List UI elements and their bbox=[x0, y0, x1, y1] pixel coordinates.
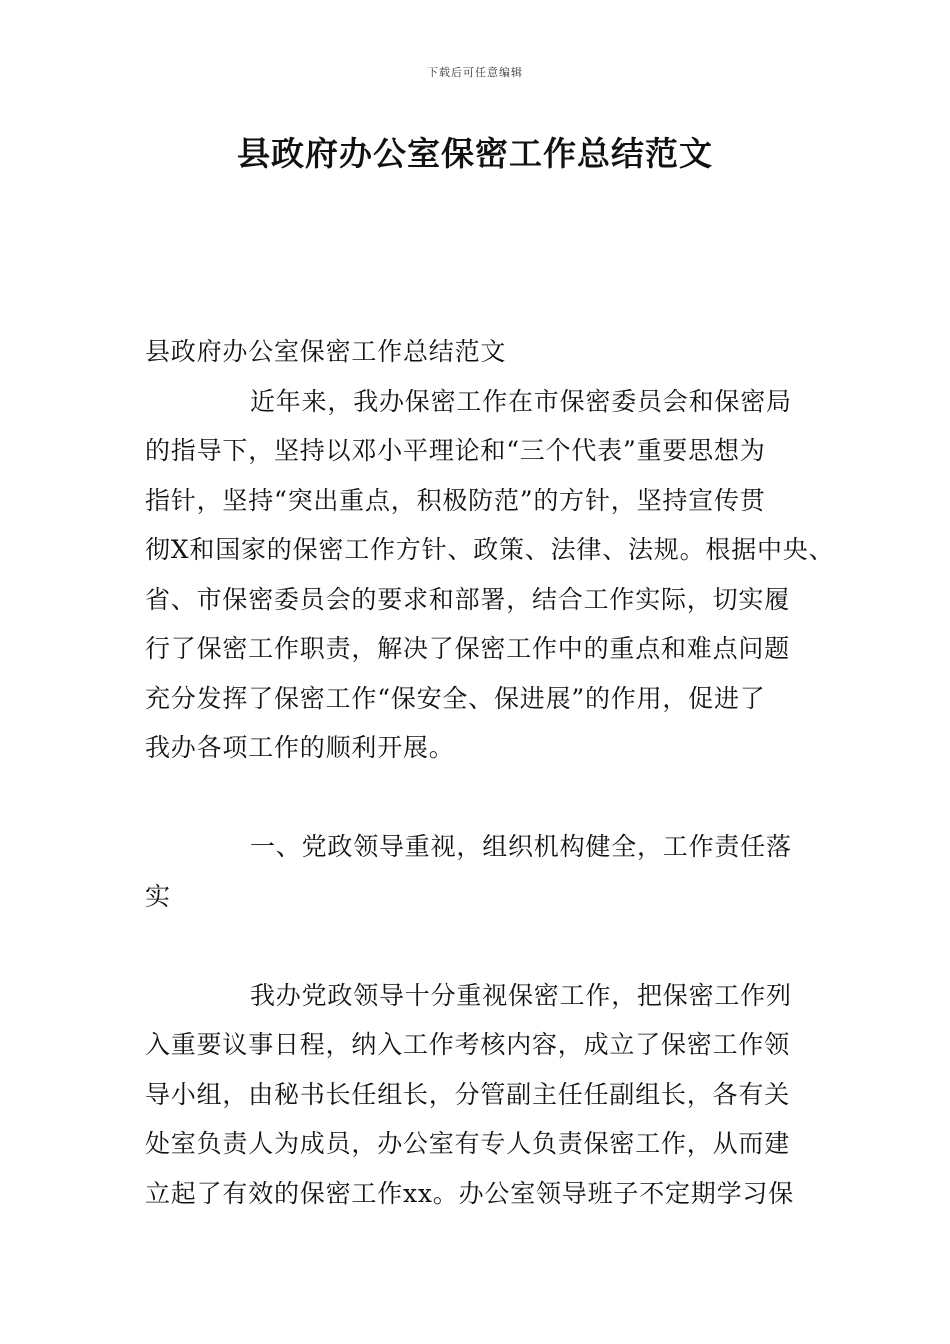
paragraph-line: 省、市保密委员会的要求和部署，结合工作实际，切实履 bbox=[145, 584, 791, 614]
paragraph-spacer bbox=[145, 773, 813, 823]
paragraph-line: 处室负责人为成员，办公室有专人负责保密工作，从而建 bbox=[145, 1129, 791, 1158]
subtitle-line: 县政府办公室保密工作总结范文 bbox=[145, 337, 507, 366]
page-title: 县政府办公室保密工作总结范文 bbox=[237, 134, 713, 173]
section-heading-line: 一、党政领导重视，组织机构健全，工作责任落 bbox=[250, 832, 792, 861]
paragraph-line: 立起了有效的保密工作xx。办公室领导班子不定期学习保 bbox=[145, 1178, 795, 1208]
header-note: 下载后可任意编辑 bbox=[427, 66, 523, 79]
paragraph-line: 的指导下，坚持以邓小平理论和“三个代表”重要思想为 bbox=[145, 436, 766, 465]
paragraph-line: 我办各项工作的顺利开展。 bbox=[145, 733, 455, 762]
paragraph-line: 行了保密工作职责，解决了保密工作中的重点和难点问题 bbox=[145, 634, 791, 663]
paragraph-line: 导小组，由秘书长任组长，分管副主任任副组长，各有关 bbox=[145, 1079, 791, 1109]
paragraph-line: 指针，坚持“突出重点，积极防范”的方针，坚持宣传贯 bbox=[145, 485, 766, 515]
paragraph-spacer bbox=[145, 921, 813, 971]
paragraph-line: 彻X和国家的保密工作方针、政策、法律、法规。根据中央、 bbox=[145, 535, 835, 564]
paragraph-line: 入重要议事日程，纳入工作考核内容，成立了保密工作领 bbox=[145, 1030, 791, 1059]
paragraph-line: 近年来，我办保密工作在市保密委员会和保密局 bbox=[250, 386, 792, 416]
document-body bbox=[145, 327, 835, 1218]
section-heading-line: 实 bbox=[145, 881, 171, 911]
paragraph-line: 我办党政领导十分重视保密工作，把保密工作列 bbox=[250, 980, 792, 1010]
paragraph-line: 充分发挥了保密工作“保安全、保进展”的作用，促进了 bbox=[145, 683, 766, 713]
